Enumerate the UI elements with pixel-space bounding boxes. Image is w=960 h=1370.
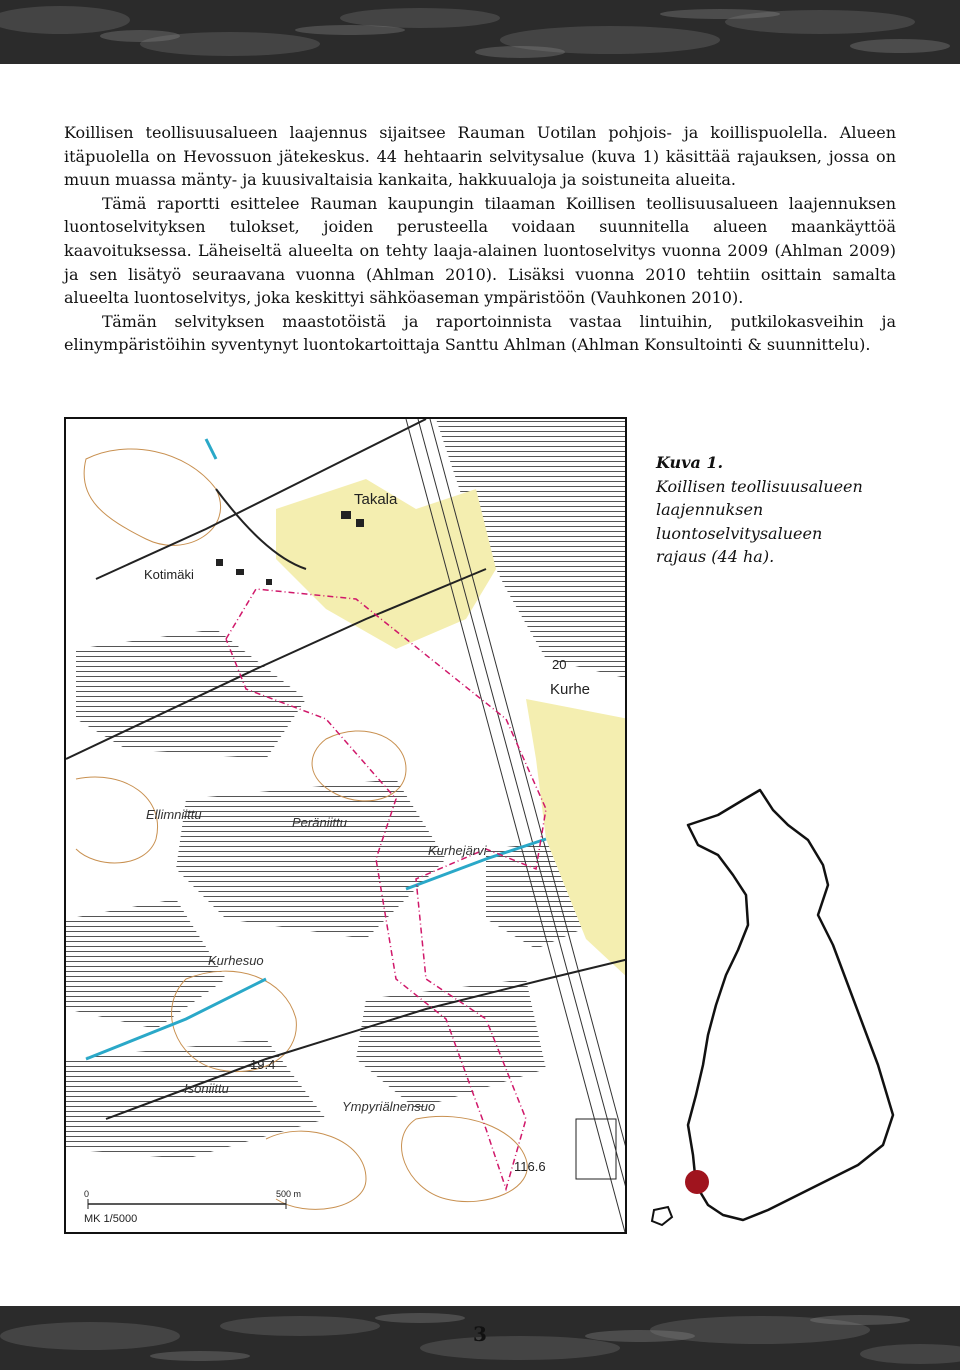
finland-outline xyxy=(688,790,893,1220)
map-label-ellimniittu: Ellimniittu xyxy=(146,807,202,822)
map-scale-zero: 0 xyxy=(84,1189,90,1199)
map-label-ympyrialnensuo: Ympyriälnensuo xyxy=(342,1099,436,1114)
map-label-contour-20: 20 xyxy=(552,657,567,672)
location-marker xyxy=(685,1170,709,1194)
map-label-isoniittu: Isoniittu xyxy=(184,1081,229,1096)
map-label-kotimaki: Kotimäki xyxy=(144,567,194,582)
finland-locator-map xyxy=(648,785,900,1239)
caption-title: Kuva 1. xyxy=(656,453,724,472)
page-number: 3 xyxy=(473,1322,487,1346)
map-label-kurhejarvi: Kurhejärvi xyxy=(428,843,487,858)
body-paragraph-3: Tämän selvityksen maastotöistä ja raportoinnista vastaa lintuihin, putkilokasveihin ja elinympäristöihin syventynyt luontokartoittaja Santtu Ahlman (Ahlman Konsultointi & suunnittelu). xyxy=(64,311,896,355)
body-paragraph-2: Tämä raportti esittelee Rauman kaupungin tilaaman Koillisen teollisuusalueen laajennuksen luontoselvityksen tulokset, joiden perusteella voidaan suunnitella alueen maankäyttöä kaavoituksessa. Läheiseltä alueelta on tehty laaja-alainen luontoselvitys vuonna 2009 (Ahlman 2009) ja sen lisätyö seuraavana vuonna (Ahlman 2010). Lisäksi vuonna 2010 tehtiin osittain samalta alueelta luontoselvitys, joka keskittyi sähköaseman ympäristöön (Vauhkonen 2010). xyxy=(64,193,896,308)
topographic-map xyxy=(64,417,627,1234)
aland-islands xyxy=(652,1207,672,1225)
map-label-takala: Takala xyxy=(354,491,398,508)
map-scale-500: 500 m xyxy=(276,1189,302,1199)
map-scale-text: MK 1/5000 xyxy=(84,1213,138,1225)
caption-text: Koillisen teollisuusalueen laajennuksen luontoselvitysalueen rajaus (44 ha). xyxy=(656,476,863,566)
map-label-kurhesuo: Kurhesuo xyxy=(208,953,264,968)
body-text xyxy=(64,121,896,357)
figure-caption xyxy=(656,451,876,569)
body-paragraph-1: Koillisen teollisuusalueen laajennus sijaitsee Rauman Uotilan pohjois- ja koillispuolella. Alueen itäpuolella on Hevossuon jätekeskus. 44 hehtaarin selvitysalue (kuva 1) käsittää rajauksen, jossa on muun muassa mänty- ja kuusivaltaisia kankaita, hakkuualoja ja soistuneita alueita. xyxy=(64,123,896,190)
map-label-peraniittu: Peräniittu xyxy=(292,815,347,830)
map-label-elevation-116-6: 116.6 xyxy=(514,1159,546,1174)
map-label-elevation-19-4: 19.4 xyxy=(250,1057,276,1072)
map-label-kurhe: Kurhe xyxy=(550,681,591,698)
scale-bar xyxy=(88,1199,286,1209)
header-texture-band xyxy=(0,0,960,64)
